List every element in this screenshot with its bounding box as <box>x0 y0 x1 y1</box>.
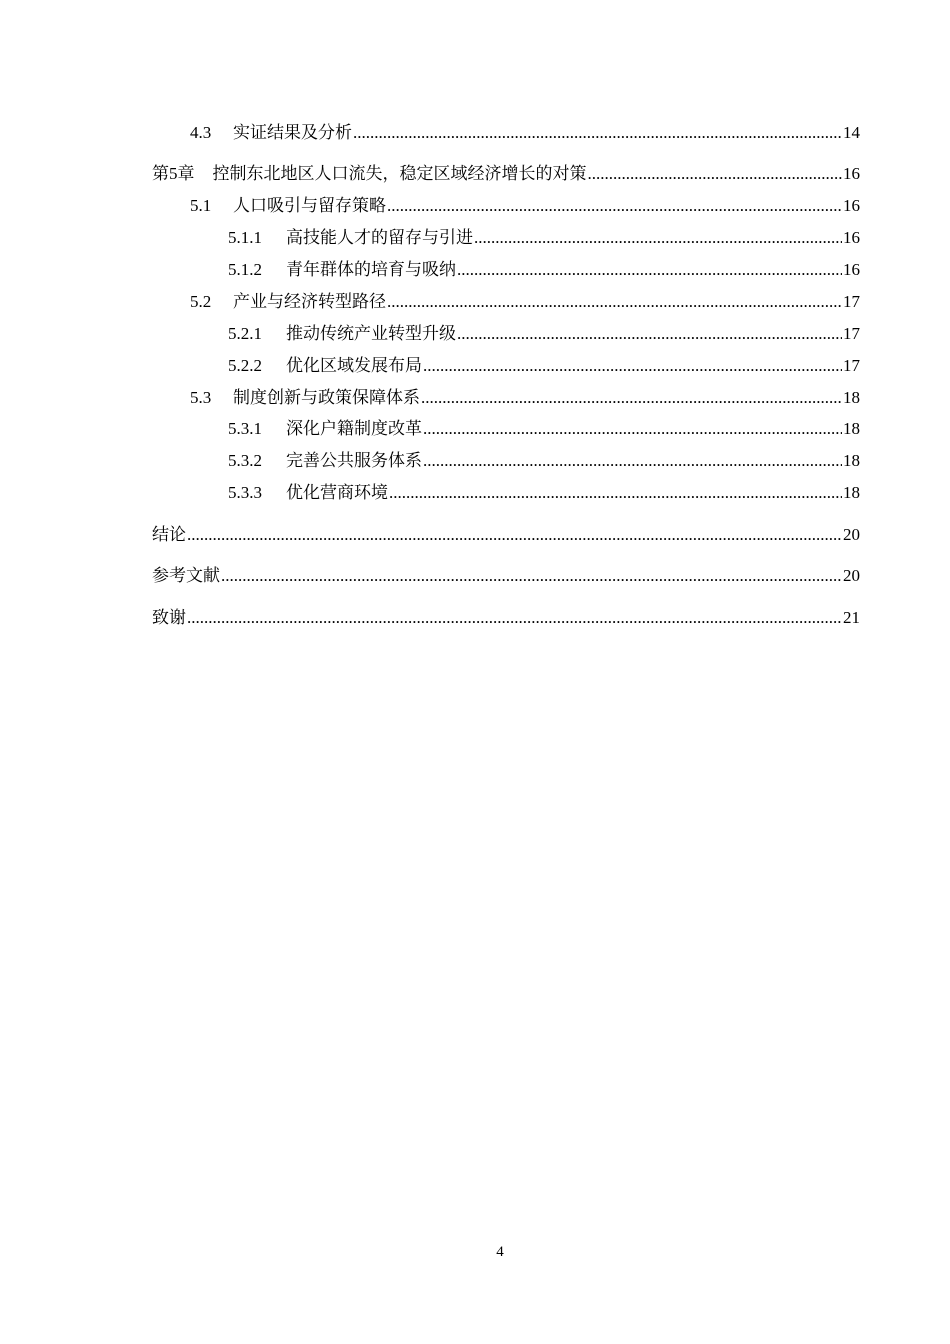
toc-entry-title: 推动传统产业转型升级 <box>286 324 456 343</box>
toc-entry-title: 制度创新与政策保障体系 <box>233 388 420 407</box>
toc-entry[interactable] <box>152 191 860 217</box>
toc-entry[interactable] <box>152 414 860 440</box>
toc-entry-title: 控制东北地区人口流失，稳定区域经济增长的对策 <box>212 164 587 184</box>
toc-entry-page: 18 <box>843 483 860 502</box>
toc-entry-page: 21 <box>843 608 860 627</box>
toc-entry-number: 5.2.2 <box>228 356 262 375</box>
toc-entry-conclusion[interactable] <box>152 520 860 546</box>
toc-entry-title: 青年群体的培育与吸纳 <box>286 260 456 279</box>
toc-entry-references[interactable] <box>152 561 860 587</box>
toc-entry-title: 参考文献 <box>152 566 220 586</box>
toc-dot-leader <box>423 418 842 440</box>
toc-entry-title: 实证结果及分析 <box>233 123 352 142</box>
toc-entry-title: 高技能人才的留存与引进 <box>286 228 473 247</box>
toc-entry-number: 4.3 <box>190 123 212 142</box>
toc-entry-title: 人口吸引与留存策略 <box>233 196 386 215</box>
toc-entry-page: 20 <box>843 525 860 544</box>
toc-entry-page: 20 <box>843 566 860 585</box>
toc-entry-number: 5.1.1 <box>228 228 262 247</box>
toc-dot-leader <box>187 607 842 629</box>
toc-dot-leader <box>457 259 842 281</box>
toc-entry[interactable] <box>152 446 860 472</box>
toc-dot-leader <box>387 195 842 217</box>
toc-dot-leader <box>187 524 842 546</box>
toc-dot-leader <box>421 387 842 409</box>
toc-entry-number: 5.2.1 <box>228 324 262 343</box>
toc-entry-title: 产业与经济转型路径 <box>233 292 386 311</box>
toc-entry[interactable] <box>152 223 860 249</box>
toc-entry-number: 5.3.1 <box>228 419 262 438</box>
toc-entry-acknowledgements[interactable] <box>152 603 860 629</box>
toc-entry[interactable] <box>152 383 860 409</box>
toc-entry-page: 16 <box>843 164 860 183</box>
toc-dot-leader <box>221 565 842 587</box>
toc-entry-page: 17 <box>843 292 860 311</box>
toc-entry-page: 17 <box>843 324 860 343</box>
toc-dot-leader <box>457 323 842 345</box>
toc-entry-page: 18 <box>843 419 860 438</box>
toc-entry-title: 完善公共服务体系 <box>286 451 422 470</box>
toc-entry-page: 14 <box>843 123 860 142</box>
chapter-digit: 5 <box>169 164 178 183</box>
toc-entry-number: 5.2 <box>190 292 212 311</box>
chapter-prefix: 第 <box>152 164 169 184</box>
toc-entry-page: 18 <box>843 388 860 407</box>
toc-entry-title: 致谢 <box>152 608 186 628</box>
toc-entry[interactable] <box>152 351 860 377</box>
toc-dot-leader <box>423 450 842 472</box>
toc-entry-title: 深化户籍制度改革 <box>286 419 422 438</box>
toc-entry-title: 结论 <box>152 525 186 545</box>
toc-entry-title: 优化区域发展布局 <box>286 356 422 375</box>
toc-dot-leader <box>423 355 842 377</box>
toc-entry[interactable] <box>152 478 860 504</box>
toc-dot-leader <box>588 163 843 185</box>
toc-entry[interactable] <box>152 319 860 345</box>
chapter-suffix: 章 <box>177 164 195 184</box>
toc-dot-leader <box>353 122 842 144</box>
toc-entry-page: 16 <box>843 260 860 279</box>
toc-dot-leader <box>474 227 842 249</box>
toc-entry-page: 16 <box>843 196 860 215</box>
toc-entry-page: 16 <box>843 228 860 247</box>
page-number: 4 <box>496 1244 504 1260</box>
toc-entry-number: 5.3.2 <box>228 451 262 470</box>
toc-entry-number: 5.1.2 <box>228 260 262 279</box>
toc-entry-number: 5.3.3 <box>228 483 262 502</box>
toc-entry-number: 5.3 <box>190 388 212 407</box>
toc-entry-chapter[interactable] <box>152 159 860 185</box>
toc-chapter-number <box>152 163 195 185</box>
toc-entry[interactable] <box>152 287 860 313</box>
toc-dot-leader <box>389 482 842 504</box>
toc-entry-page: 18 <box>843 451 860 470</box>
toc-entry-number: 5.1 <box>190 196 212 215</box>
toc-entry-page: 17 <box>843 356 860 375</box>
toc-entry-title: 优化营商环境 <box>286 483 388 502</box>
toc-dot-leader <box>387 291 842 313</box>
toc-entry[interactable] <box>152 255 860 281</box>
toc-entry[interactable] <box>152 118 860 144</box>
